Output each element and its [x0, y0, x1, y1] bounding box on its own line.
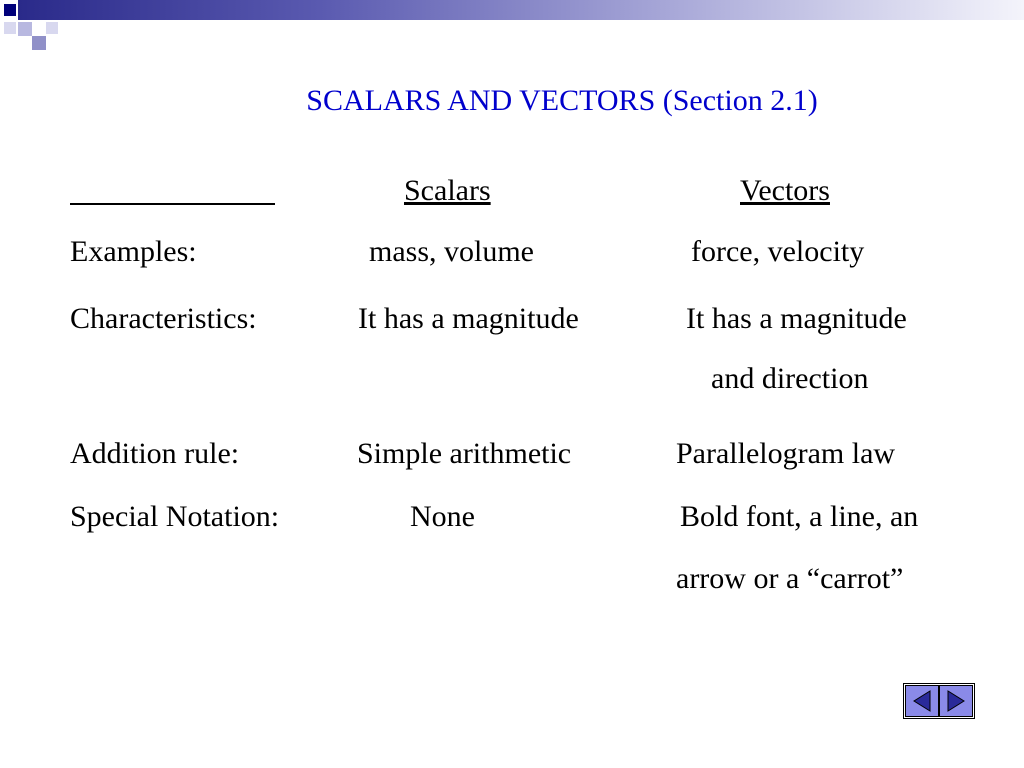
- header-square-lavender: [18, 22, 32, 36]
- cell-scalar-notation: None: [410, 500, 475, 533]
- row-label-addition: Addition rule:: [70, 437, 240, 470]
- cell-vector-notation-line2: arrow or a “carrot”: [676, 562, 904, 595]
- header-scalars: Scalars: [404, 174, 491, 207]
- header-blank-line: [70, 203, 275, 205]
- cell-vector-examples: force, velocity: [691, 235, 865, 268]
- header-square-light-2: [46, 22, 58, 34]
- triangle-right-icon: [944, 689, 968, 713]
- cell-scalar-examples: mass, volume: [369, 235, 534, 268]
- cell-scalar-addition: Simple arithmetic: [357, 437, 572, 470]
- header-square-mid: [32, 36, 46, 50]
- header-vectors: Vectors: [740, 174, 830, 207]
- cell-vector-characteristics-line1: It has a magnitude: [686, 302, 907, 335]
- row-label-notation: Special Notation:: [70, 500, 280, 533]
- row-label-characteristics: Characteristics:: [70, 302, 257, 335]
- cell-vector-characteristics-line2: and direction: [711, 362, 869, 395]
- slide-navigation: [903, 683, 975, 719]
- slide-title: SCALARS AND VECTORS (Section 2.1): [306, 84, 818, 117]
- header-gradient-bar: [18, 0, 1024, 20]
- cell-scalar-characteristics: It has a magnitude: [358, 302, 579, 335]
- next-slide-button[interactable]: [939, 685, 973, 717]
- header-square-light: [4, 22, 16, 34]
- cell-vector-addition: Parallelogram law: [676, 437, 896, 470]
- cell-vector-notation-line1: Bold font, a line, an: [680, 500, 919, 533]
- triangle-left-icon: [910, 689, 934, 713]
- row-label-examples: Examples:: [70, 235, 197, 268]
- header-square-dark: [4, 4, 16, 16]
- previous-slide-button[interactable]: [905, 685, 939, 717]
